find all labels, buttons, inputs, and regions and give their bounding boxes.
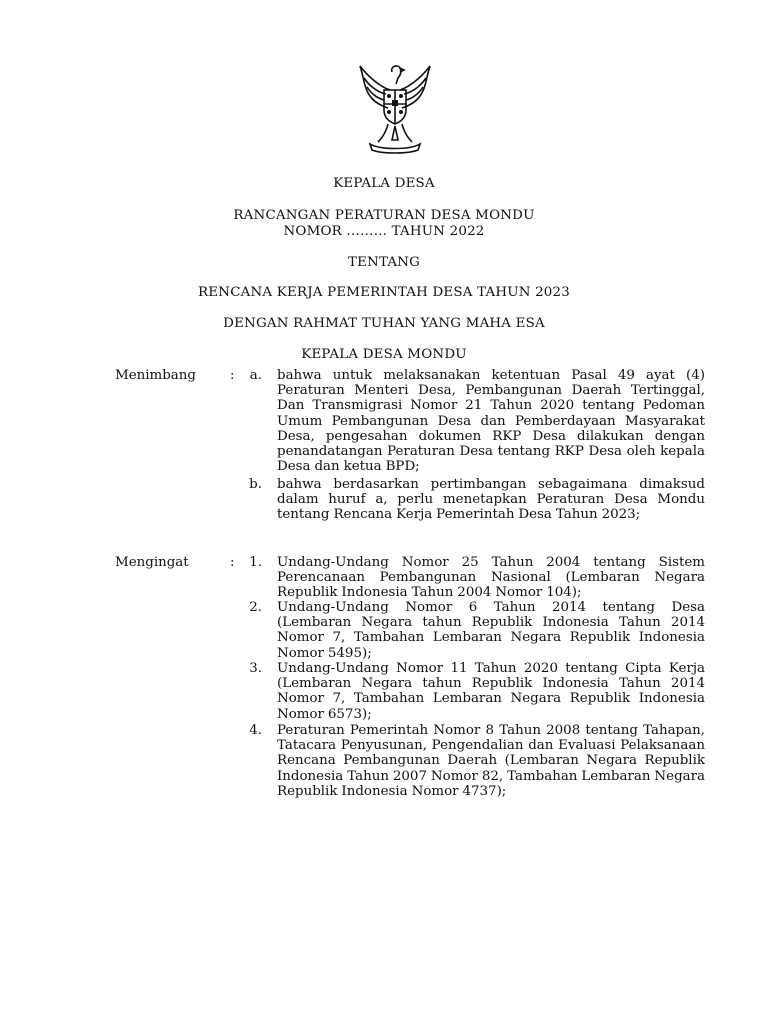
regulation-number-line: NOMOR ……… TAHUN 2022 xyxy=(283,224,485,239)
mengingat-item-marker: 3. xyxy=(249,661,262,676)
menimbang-colon: : xyxy=(230,368,235,383)
mengingat-item-marker: 4. xyxy=(249,723,262,738)
head-of-village-heading: KEPALA DESA MONDU xyxy=(301,347,467,362)
regulation-subject: RENCANA KERJA PEMERINTAH DESA TAHUN 2023 xyxy=(198,285,570,300)
draft-regulation-title: RANCANGAN PERATURAN DESA MONDU xyxy=(233,208,535,223)
menimbang-item-marker: b. xyxy=(249,477,262,492)
grace-statement: DENGAN RAHMAT TUHAN YANG MAHA ESA xyxy=(223,316,545,331)
menimbang-item-text: bahwa berdasarkan pertimbangan sebagaimana dimaksud dalam huruf a, perlu menetapkan Peraturan Desa Mondu tentang Rencana Kerja Pemerintah Desa Tahun 2023; xyxy=(277,477,705,523)
mengingat-colon: : xyxy=(230,555,235,570)
garuda-pancasila-emblem-icon xyxy=(356,60,434,154)
mengingat-item-text: Undang-Undang Nomor 25 Tahun 2004 tentang Sistem Perencanaan Pembangunan Nasional (Lembaran Negara Republik Indonesia Tahun 2004 Nomor 104); xyxy=(277,555,705,601)
mengingat-item-marker: 1. xyxy=(249,555,262,570)
official-title: KEPALA DESA xyxy=(333,176,435,191)
mengingat-label: Mengingat xyxy=(115,555,189,570)
menimbang-item-marker: a. xyxy=(249,368,262,383)
about-heading: TENTANG xyxy=(347,255,421,270)
mengingat-item-marker: 2. xyxy=(249,600,262,615)
mengingat-item-text: Peraturan Pemerintah Nomor 8 Tahun 2008 tentang Tahapan, Tatacara Penyusunan, Pengendalian dan Evaluasi Pelaksanaan Rencana Pembangunan Daerah (Lembaran Negara Republik Indonesia Tahun 2007 Nomor 82, Tambahan Lembaran Negara Republik Indonesia Nomor 4737); xyxy=(277,723,706,799)
menimbang-item-text: bahwa untuk melaksanakan ketentuan Pasal 49 ayat (4) Peraturan Menteri Desa, Pembangunan Daerah Tertinggal, Dan Transmigrasi Nomor 21 Tahun 2020 tentang Pedoman Umum Pembangunan Desa dan Pemberdayaan Masyarakat Desa, pengesahan dokumen RKP Desa dilakukan dengan penandatangan Peraturan Desa tentang RKP Desa oleh kepala Desa dan ketua BPD; xyxy=(277,368,705,475)
mengingat-item-text: Undang-Undang Nomor 6 Tahun 2014 tentang Desa (Lembaran Negara tahun Republik Indonesia Tahun 2014 Nomor 7, Tambahan Lembaran Negara Republik Indonesia Nomor 5495); xyxy=(277,600,705,661)
mengingat-item-text: Undang-Undang Nomor 11 Tahun 2020 tentang Cipta Kerja (Lembaran Negara tahun Republik Indonesia Tahun 2014 Nomor 7, Tambahan Lembaran Negara Republik Indonesia Nomor 6573); xyxy=(277,661,705,722)
menimbang-label: Menimbang xyxy=(115,368,196,383)
